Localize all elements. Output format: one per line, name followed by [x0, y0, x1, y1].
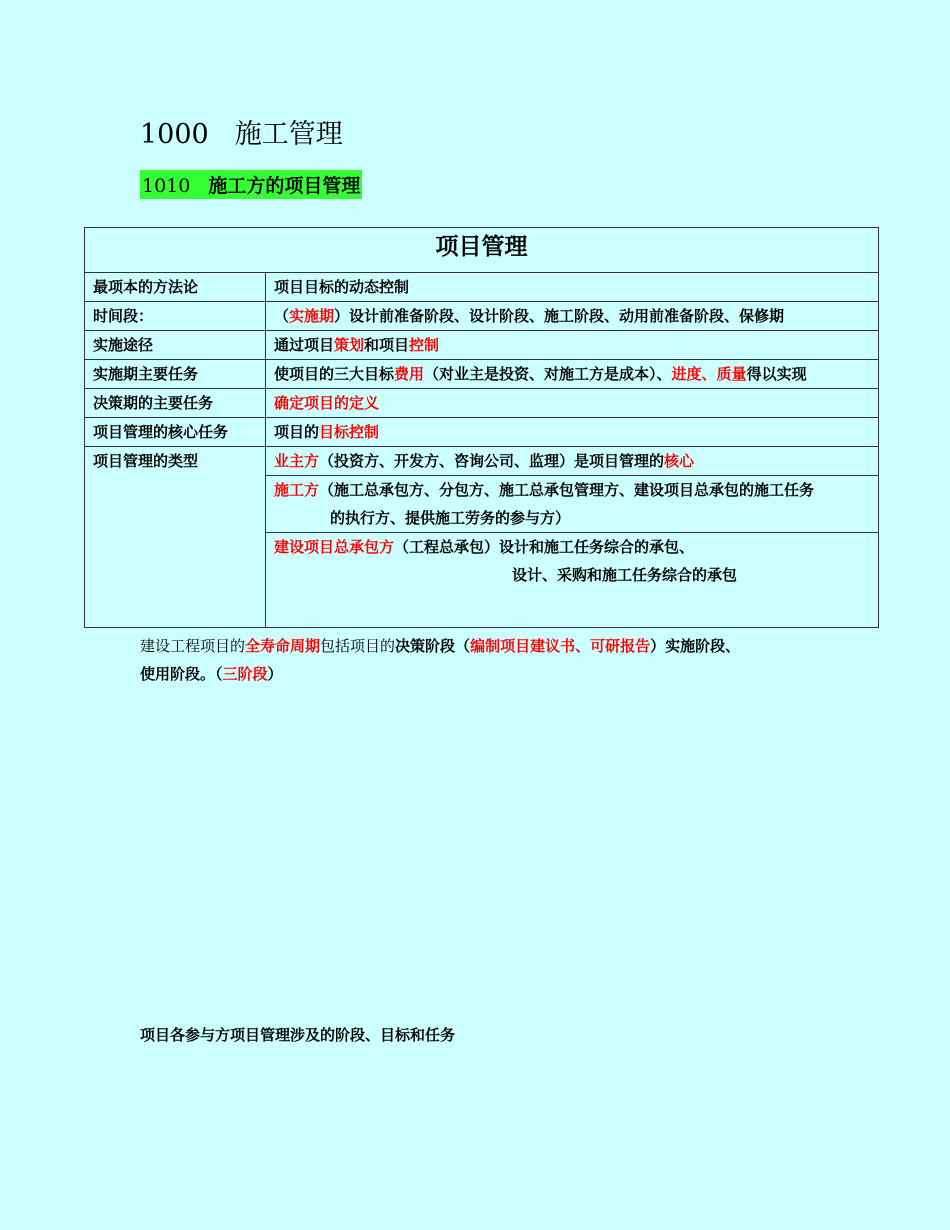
highlight-text: 全寿命周期: [245, 637, 321, 655]
type-contractor-line1: [274, 476, 870, 504]
text-run: 和项目: [364, 336, 410, 354]
table-row: [85, 273, 879, 302]
text-run: （投资方、开发方、咨询公司、监理）是项目管理的: [319, 452, 665, 470]
text-run: （: [274, 307, 290, 325]
text-run: 建设工程项目的: [140, 637, 246, 655]
text-run: 项目的: [274, 423, 320, 441]
highlight-text: 编制项目建议书、可研报告: [470, 637, 651, 655]
highlight-text: 核心: [664, 452, 695, 470]
table-row: [85, 331, 879, 360]
lifecycle-paragraph: [140, 632, 740, 688]
text-run: 使用阶段。（: [140, 665, 223, 683]
highlight-text: 确定项目的定义: [274, 394, 380, 412]
highlight-text: 进度、质量: [671, 365, 747, 383]
heading-1000: [140, 112, 343, 151]
highlight-text: 建设项目总承包方: [274, 538, 395, 556]
section-caption: 项目各参与方项目管理涉及的阶段、目标和任务: [140, 1026, 456, 1044]
text-run: （工程总承包）设计和施工任务综合的承包、: [394, 538, 695, 556]
table-row-value: [266, 273, 879, 302]
text-run: 通过项目: [274, 336, 335, 354]
table-row-value: [266, 331, 879, 360]
subheading-number: 1010: [142, 175, 191, 197]
highlight-text: 业主方: [274, 452, 320, 470]
highlight-text: 目标控制: [319, 423, 380, 441]
heading-number: 1000: [140, 119, 209, 150]
heading-1010: [140, 170, 362, 199]
text-run: ）设计前准备阶段、设计阶段、施工阶段、动用前准备阶段、保修期: [334, 307, 785, 325]
table-title: 项目管理: [85, 228, 879, 273]
table-row-value: [266, 302, 879, 331]
type-epc-line1: [274, 533, 870, 561]
table-row-value: [266, 389, 879, 418]
heading-text: 施工管理: [234, 119, 343, 150]
type-epc-line2: 设计、采购和施工任务综合的承包: [512, 566, 738, 584]
highlight-text: 控制: [409, 336, 440, 354]
type-owner: [266, 447, 879, 476]
text-run: 决策阶段（: [395, 637, 471, 655]
type-contractor: [266, 476, 879, 533]
table-row-label: 实施途径: [85, 331, 266, 360]
paragraph-line-1: [140, 632, 740, 660]
highlight-text: 施工方: [274, 481, 320, 499]
highlight-text: 实施期: [289, 307, 335, 325]
table-row: [85, 360, 879, 389]
table-row-label: 实施期主要任务: [85, 360, 266, 389]
table-row-label: 项目管理的核心任务: [85, 418, 266, 447]
table-row: [85, 418, 879, 447]
table-row-value: [266, 360, 879, 389]
text-run: 使项目的三大目标: [274, 365, 395, 383]
text-run: 项目目标的动态控制: [274, 278, 410, 296]
text-run: 得以实现: [746, 365, 807, 383]
subheading-text: 施工方的项目管理: [208, 175, 361, 197]
table-row-label: 决策期的主要任务: [85, 389, 266, 418]
text-run: ）: [267, 665, 283, 683]
table-row-label: 时间段：: [85, 302, 266, 331]
type-contractor-line2: 的执行方、提供施工劳务的参与方）: [330, 509, 571, 527]
table-row-label: 最项本的方法论: [85, 273, 266, 302]
table-row: [85, 302, 879, 331]
project-management-table: [84, 227, 879, 628]
table-row-label: 项目管理的类型: [85, 447, 266, 628]
highlight-text: 策划: [334, 336, 365, 354]
text-run: ）实施阶段、: [650, 637, 741, 655]
text-run: （施工总承包方、分包方、施工总承包管理方、建设项目总承包的施工任务: [319, 481, 815, 499]
text-run: 包括项目的: [320, 637, 396, 655]
table-row: [85, 389, 879, 418]
highlight-text: 费用: [394, 365, 425, 383]
table-row-value: [266, 418, 879, 447]
paragraph-line-2: [140, 660, 740, 688]
text-run: （对业主是投资、对施工方是成本）、: [424, 365, 672, 383]
type-epc: [266, 533, 879, 628]
highlight-text: 三阶段: [222, 665, 268, 683]
